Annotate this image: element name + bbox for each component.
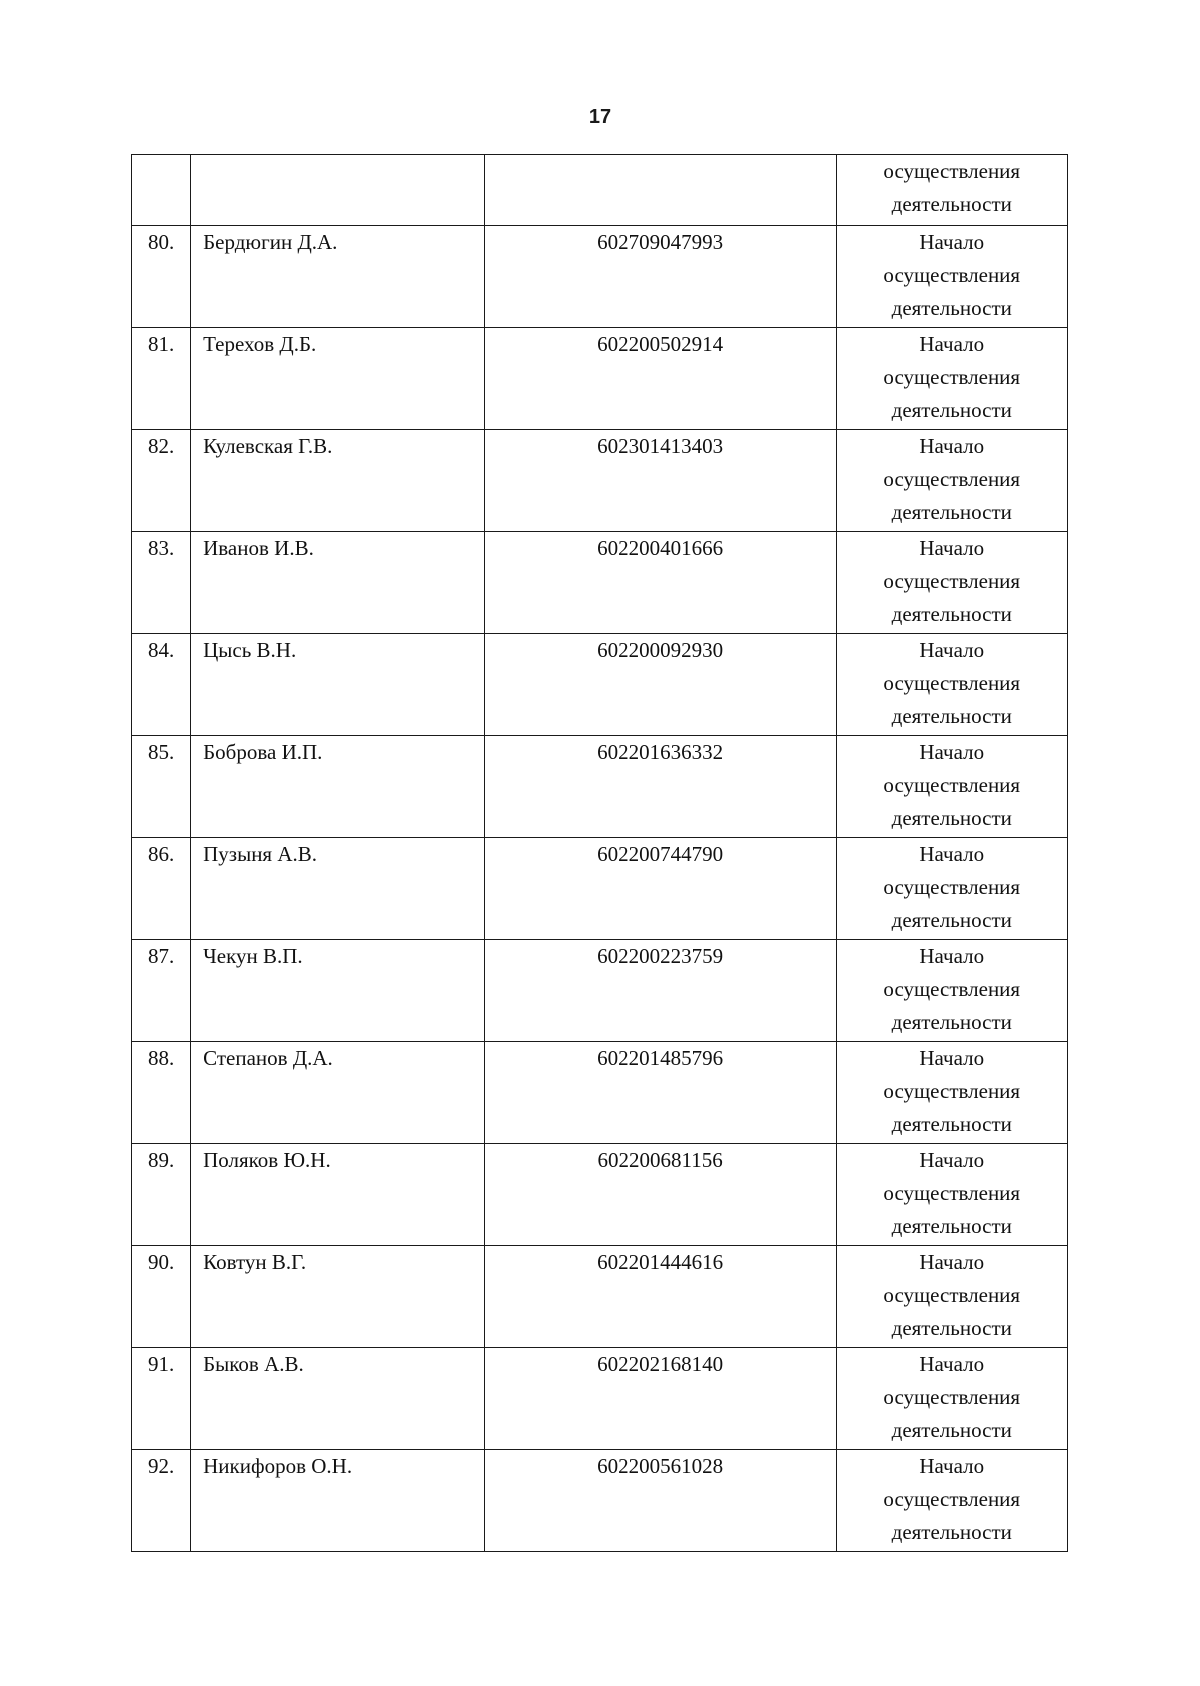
person-name: Быков А.В. — [203, 1352, 304, 1376]
person-name: Кулевская Г.В. — [203, 434, 333, 458]
continuation-row — [132, 155, 1068, 226]
row-number: 81. — [147, 332, 175, 356]
row-number: 87. — [147, 944, 175, 968]
row-number: 88. — [147, 1046, 175, 1070]
cell-name — [191, 838, 485, 940]
status-line: осуществления — [883, 1385, 1021, 1409]
table-row — [132, 430, 1068, 532]
inn-number: 602709047993 — [597, 230, 724, 254]
status-line: Начало — [919, 740, 985, 764]
person-name: Боброва И.П. — [203, 740, 323, 764]
status-line: осуществления — [883, 773, 1021, 797]
cell-name — [191, 1144, 485, 1246]
cell-status — [836, 838, 1068, 940]
status-line: осуществления — [883, 1487, 1021, 1511]
row-number: 85. — [147, 740, 175, 764]
status-line: Начало — [919, 944, 985, 968]
row-number: 82. — [147, 434, 175, 458]
cell-name — [191, 532, 485, 634]
cell-inn — [484, 328, 836, 430]
cell-inn — [484, 838, 836, 940]
status-line: деятельности — [891, 1010, 1012, 1034]
cell-name — [191, 940, 485, 1042]
inn-number: 602200502914 — [597, 332, 724, 356]
status-line: Начало — [919, 842, 985, 866]
table-body — [132, 155, 1068, 1552]
cell-status — [836, 940, 1068, 1042]
person-name: Ковтун В.Г. — [203, 1250, 307, 1274]
status-line: осуществления — [883, 365, 1021, 389]
row-number: 84. — [147, 638, 175, 662]
person-name: Пузыня А.В. — [203, 842, 318, 866]
status-line: осуществления — [883, 1079, 1021, 1103]
status-line: деятельности — [891, 192, 1012, 216]
cell-inn — [484, 1348, 836, 1450]
inn-number: 602201485796 — [597, 1046, 724, 1070]
status-line: осуществления — [883, 1283, 1021, 1307]
status-line: деятельности — [891, 806, 1012, 830]
inn-number: 602200561028 — [597, 1454, 724, 1478]
cell-status — [836, 1246, 1068, 1348]
table-row — [132, 838, 1068, 940]
cell-number — [132, 1042, 191, 1144]
status-line: деятельности — [891, 1214, 1012, 1238]
status-line: деятельности — [891, 704, 1012, 728]
status-line: Начало — [919, 1250, 985, 1274]
inn-number: 602202168140 — [597, 1352, 724, 1376]
status-line: осуществления — [883, 569, 1021, 593]
cell-number — [132, 736, 191, 838]
cell-inn — [484, 155, 836, 226]
cell-name — [191, 226, 485, 328]
person-name: Чекун В.П. — [203, 944, 303, 968]
cell-name — [191, 155, 485, 226]
table-row — [132, 1450, 1068, 1552]
status-line: Начало — [919, 536, 985, 560]
cell-inn — [484, 1144, 836, 1246]
cell-status — [836, 1450, 1068, 1552]
person-name: Терехов Д.Б. — [203, 332, 317, 356]
cell-number — [132, 940, 191, 1042]
cell-number — [132, 328, 191, 430]
cell-number — [132, 1348, 191, 1450]
person-name: Никифоров О.Н. — [203, 1454, 353, 1478]
table-row — [132, 634, 1068, 736]
person-name: Поляков Ю.Н. — [203, 1148, 331, 1172]
row-number: 90. — [147, 1250, 175, 1274]
cell-inn — [484, 1246, 836, 1348]
status-line: деятельности — [891, 908, 1012, 932]
row-number: 86. — [147, 842, 175, 866]
table-row — [132, 1144, 1068, 1246]
status-line: деятельности — [891, 398, 1012, 422]
status-line: Начало — [919, 230, 985, 254]
status-line: деятельности — [891, 500, 1012, 524]
cell-inn — [484, 1042, 836, 1144]
status-line: Начало — [919, 638, 985, 662]
cell-number — [132, 1450, 191, 1552]
cell-number — [132, 1144, 191, 1246]
registry-table — [131, 154, 1068, 1552]
cell-name — [191, 1246, 485, 1348]
table-row — [132, 940, 1068, 1042]
row-number: 80. — [147, 230, 175, 254]
cell-name — [191, 736, 485, 838]
status-line: осуществления — [883, 467, 1021, 491]
row-number: 91. — [147, 1352, 175, 1376]
page-number: 17 — [588, 106, 612, 128]
inn-number: 602200681156 — [597, 1148, 723, 1172]
cell-status — [836, 1348, 1068, 1450]
cell-number — [132, 634, 191, 736]
cell-name — [191, 328, 485, 430]
cell-name — [191, 634, 485, 736]
cell-status — [836, 226, 1068, 328]
cell-inn — [484, 532, 836, 634]
status-line: Начало — [919, 1046, 985, 1070]
status-line: осуществления — [883, 1181, 1021, 1205]
status-line: осуществления — [883, 977, 1021, 1001]
cell-inn — [484, 1450, 836, 1552]
inn-number: 602301413403 — [597, 434, 724, 458]
cell-name — [191, 1348, 485, 1450]
status-line: осуществления — [883, 159, 1021, 183]
cell-number — [132, 155, 191, 226]
table-row — [132, 1348, 1068, 1450]
cell-inn — [484, 736, 836, 838]
status-line: деятельности — [891, 1520, 1012, 1544]
cell-inn — [484, 226, 836, 328]
table-row — [132, 736, 1068, 838]
status-line: Начало — [919, 1352, 985, 1376]
person-name: Бердюгин Д.А. — [203, 230, 338, 254]
row-number: 92. — [147, 1454, 175, 1478]
cell-number — [132, 430, 191, 532]
person-name: Иванов И.В. — [203, 536, 314, 560]
table-row — [132, 1246, 1068, 1348]
status-line: Начало — [919, 1148, 985, 1172]
status-line: деятельности — [891, 1316, 1012, 1340]
table-row — [132, 1042, 1068, 1144]
cell-inn — [484, 634, 836, 736]
cell-status — [836, 1144, 1068, 1246]
inn-number: 602200744790 — [597, 842, 724, 866]
row-number: 89. — [147, 1148, 175, 1172]
inn-number: 602201636332 — [597, 740, 724, 764]
status-line: деятельности — [891, 1112, 1012, 1136]
cell-number — [132, 838, 191, 940]
status-line: осуществления — [883, 263, 1021, 287]
status-line: деятельности — [891, 1418, 1012, 1442]
cell-inn — [484, 430, 836, 532]
cell-inn — [484, 940, 836, 1042]
inn-number: 602200223759 — [597, 944, 724, 968]
row-number: 83. — [147, 536, 175, 560]
status-line: Начало — [919, 434, 985, 458]
status-line: осуществления — [883, 671, 1021, 695]
status-line: Начало — [919, 1454, 985, 1478]
cell-number — [132, 532, 191, 634]
inn-number: 602200401666 — [597, 536, 724, 560]
status-line: деятельности — [891, 296, 1012, 320]
table-row — [132, 226, 1068, 328]
cell-status — [836, 532, 1068, 634]
status-line: деятельности — [891, 602, 1012, 626]
cell-status — [836, 736, 1068, 838]
cell-status — [836, 430, 1068, 532]
cell-status — [836, 634, 1068, 736]
inn-number: 602200092930 — [597, 638, 724, 662]
cell-number — [132, 226, 191, 328]
cell-name — [191, 430, 485, 532]
person-name: Цысь В.Н. — [203, 638, 297, 662]
status-line: осуществления — [883, 875, 1021, 899]
inn-number: 602201444616 — [597, 1250, 724, 1274]
cell-name — [191, 1042, 485, 1144]
table-row — [132, 532, 1068, 634]
status-line: Начало — [919, 332, 985, 356]
cell-name — [191, 1450, 485, 1552]
table-row — [132, 328, 1068, 430]
person-name: Степанов Д.А. — [203, 1046, 333, 1070]
cell-status — [836, 328, 1068, 430]
cell-status — [836, 1042, 1068, 1144]
cell-status — [836, 155, 1068, 226]
cell-number — [132, 1246, 191, 1348]
